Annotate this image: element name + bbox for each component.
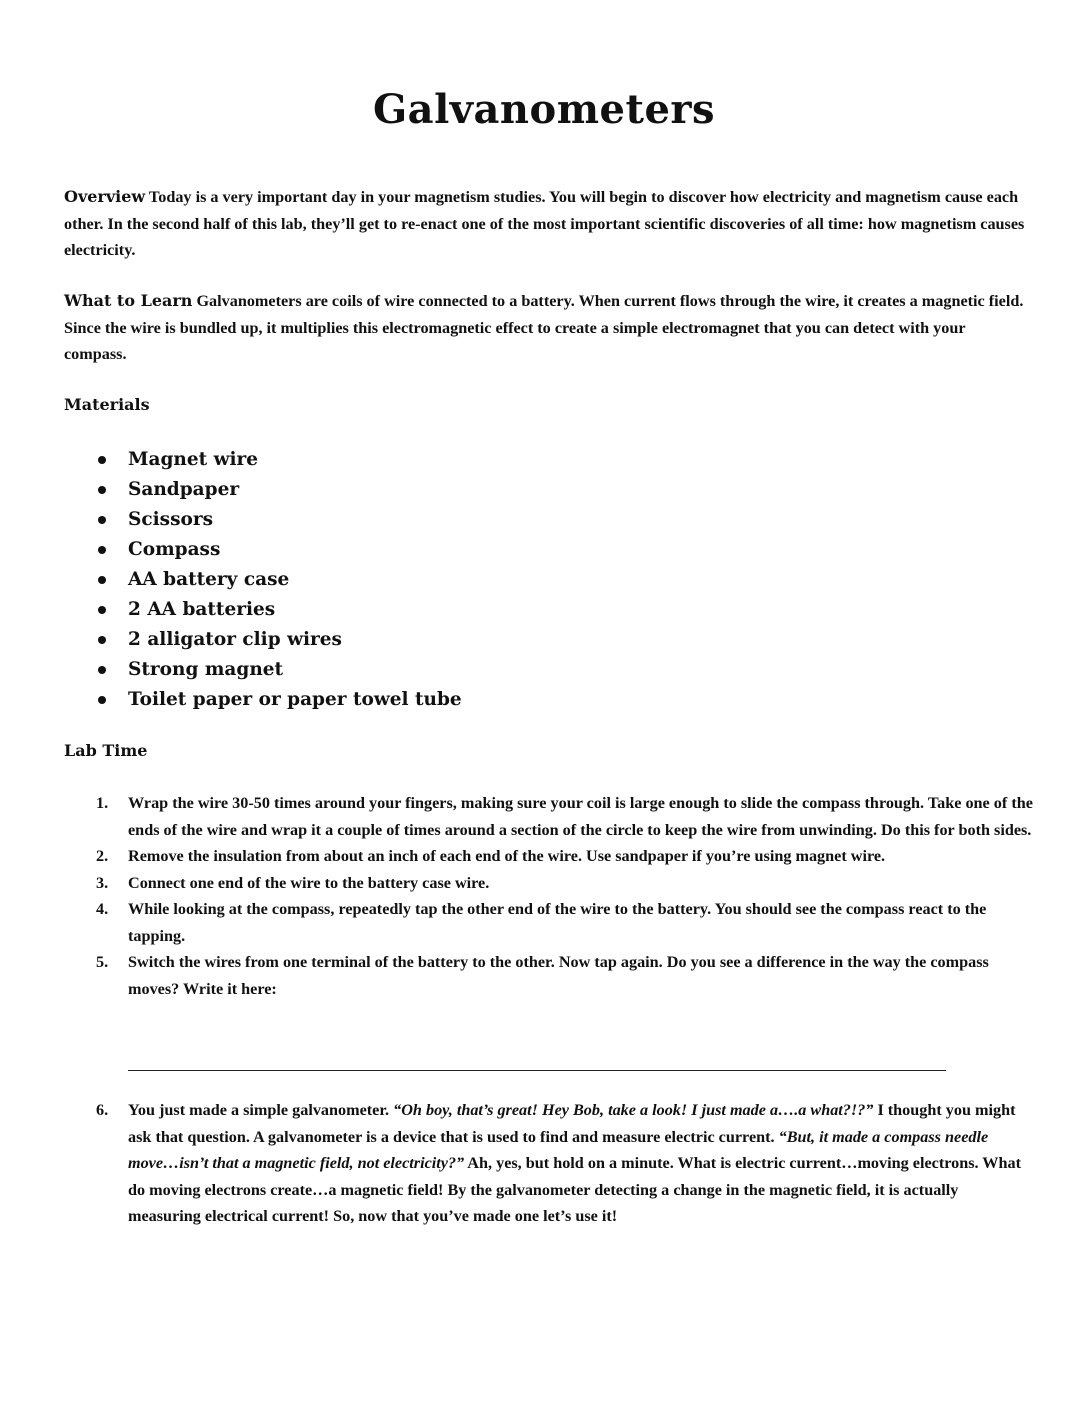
list-item: Scissors xyxy=(64,506,462,536)
overview-paragraph xyxy=(64,184,1029,264)
bullet-icon xyxy=(98,696,106,704)
quote-text: “But, it made a compass needle move…isn’t that a magnetic field, not electricity?” xyxy=(128,1127,989,1172)
step-item: 2. Remove the insulation from about an inch of each end of the wire. Use sandpaper if you’re using magnet wire. xyxy=(96,847,886,865)
quote-text: “Oh boy, that’s great! Hey Bob, take a look! I just made a….a what?!?” xyxy=(393,1101,874,1119)
answer-blank-line[interactable] xyxy=(128,1042,946,1071)
what-to-learn-text: Galvanometers are coils of wire connected to a battery. When current flows through the wire, it creates a magnetic field. Since the wire is bundled up, it multiplies this electromagnetic effect to create a simple electromagnet that you can detect with your compass. xyxy=(64,292,1024,363)
step-item: 1. Wrap the wire 30-50 times around your fingers, making sure your coil is large enough to slide the compass through. Take one of the ends of the wire and wrap it a couple of times around a section of the circle to keep the wire from unwinding. Do this for both sides. xyxy=(96,794,1033,839)
lab-time-heading: Lab Time xyxy=(64,741,148,760)
list-item: 2 alligator clip wires xyxy=(64,626,462,656)
lab-steps-list xyxy=(64,790,1034,1230)
step-item: 4. While looking at the compass, repeatedly tap the other end of the wire to the battery. You should see the compass react to the tapping. xyxy=(96,900,987,945)
list-item: Strong magnet xyxy=(64,656,462,686)
what-to-learn-paragraph xyxy=(64,288,1029,368)
step-item: 6. You just made a simple galvanometer. “Oh boy, that’s great! Hey Bob, take a look! I just made a….a what?!?” I thought you might ask that question. A galvanometer is a device that is used to find and measure electric current. “But, it made a compass needle move…isn’t that a magnetic field, not electricity?” Ah, yes, but hold on a minute. What is electric current…moving electrons. What do moving electrons create…a magnetic field! By the galvanometer detecting a change in the magnetic field, it is actually measuring electrical current! So, now that you’ve made one let’s use it! xyxy=(96,1101,1021,1225)
bullet-icon xyxy=(98,666,106,674)
materials-heading: Materials xyxy=(64,395,150,414)
step-item: 5. Switch the wires from one terminal of the battery to the other. Now tap again. Do you see a difference in the way the compass moves? Write it here: xyxy=(64,949,1034,1071)
bullet-icon xyxy=(98,606,106,614)
overview-label: Overview xyxy=(64,187,146,206)
step-item: 3. Connect one end of the wire to the battery case wire. xyxy=(96,873,490,892)
list-item: Toilet paper or paper towel tube xyxy=(64,686,462,716)
materials-list xyxy=(64,446,462,716)
bullet-icon xyxy=(98,516,106,524)
overview-text: Today is a very important day in your magnetism studies. You will begin to discover how electricity and magnetism cause each other. In the second half of this lab, they’ll get to re-enact one of the most important scientific discoveries of all time: how magnetism causes electricity. xyxy=(64,188,1025,259)
page-title: Galvanometers xyxy=(373,86,715,133)
bullet-icon xyxy=(98,456,106,464)
bullet-icon xyxy=(98,486,106,494)
list-item: Magnet wire xyxy=(64,446,462,476)
what-to-learn-label: What to Learn xyxy=(64,291,193,310)
bullet-icon xyxy=(98,636,106,644)
list-item: AA battery case xyxy=(64,566,462,596)
bullet-icon xyxy=(98,576,106,584)
list-item: Sandpaper xyxy=(64,476,462,506)
list-item: Compass xyxy=(64,536,462,566)
bullet-icon xyxy=(98,546,106,554)
list-item: 2 AA batteries xyxy=(64,596,462,626)
